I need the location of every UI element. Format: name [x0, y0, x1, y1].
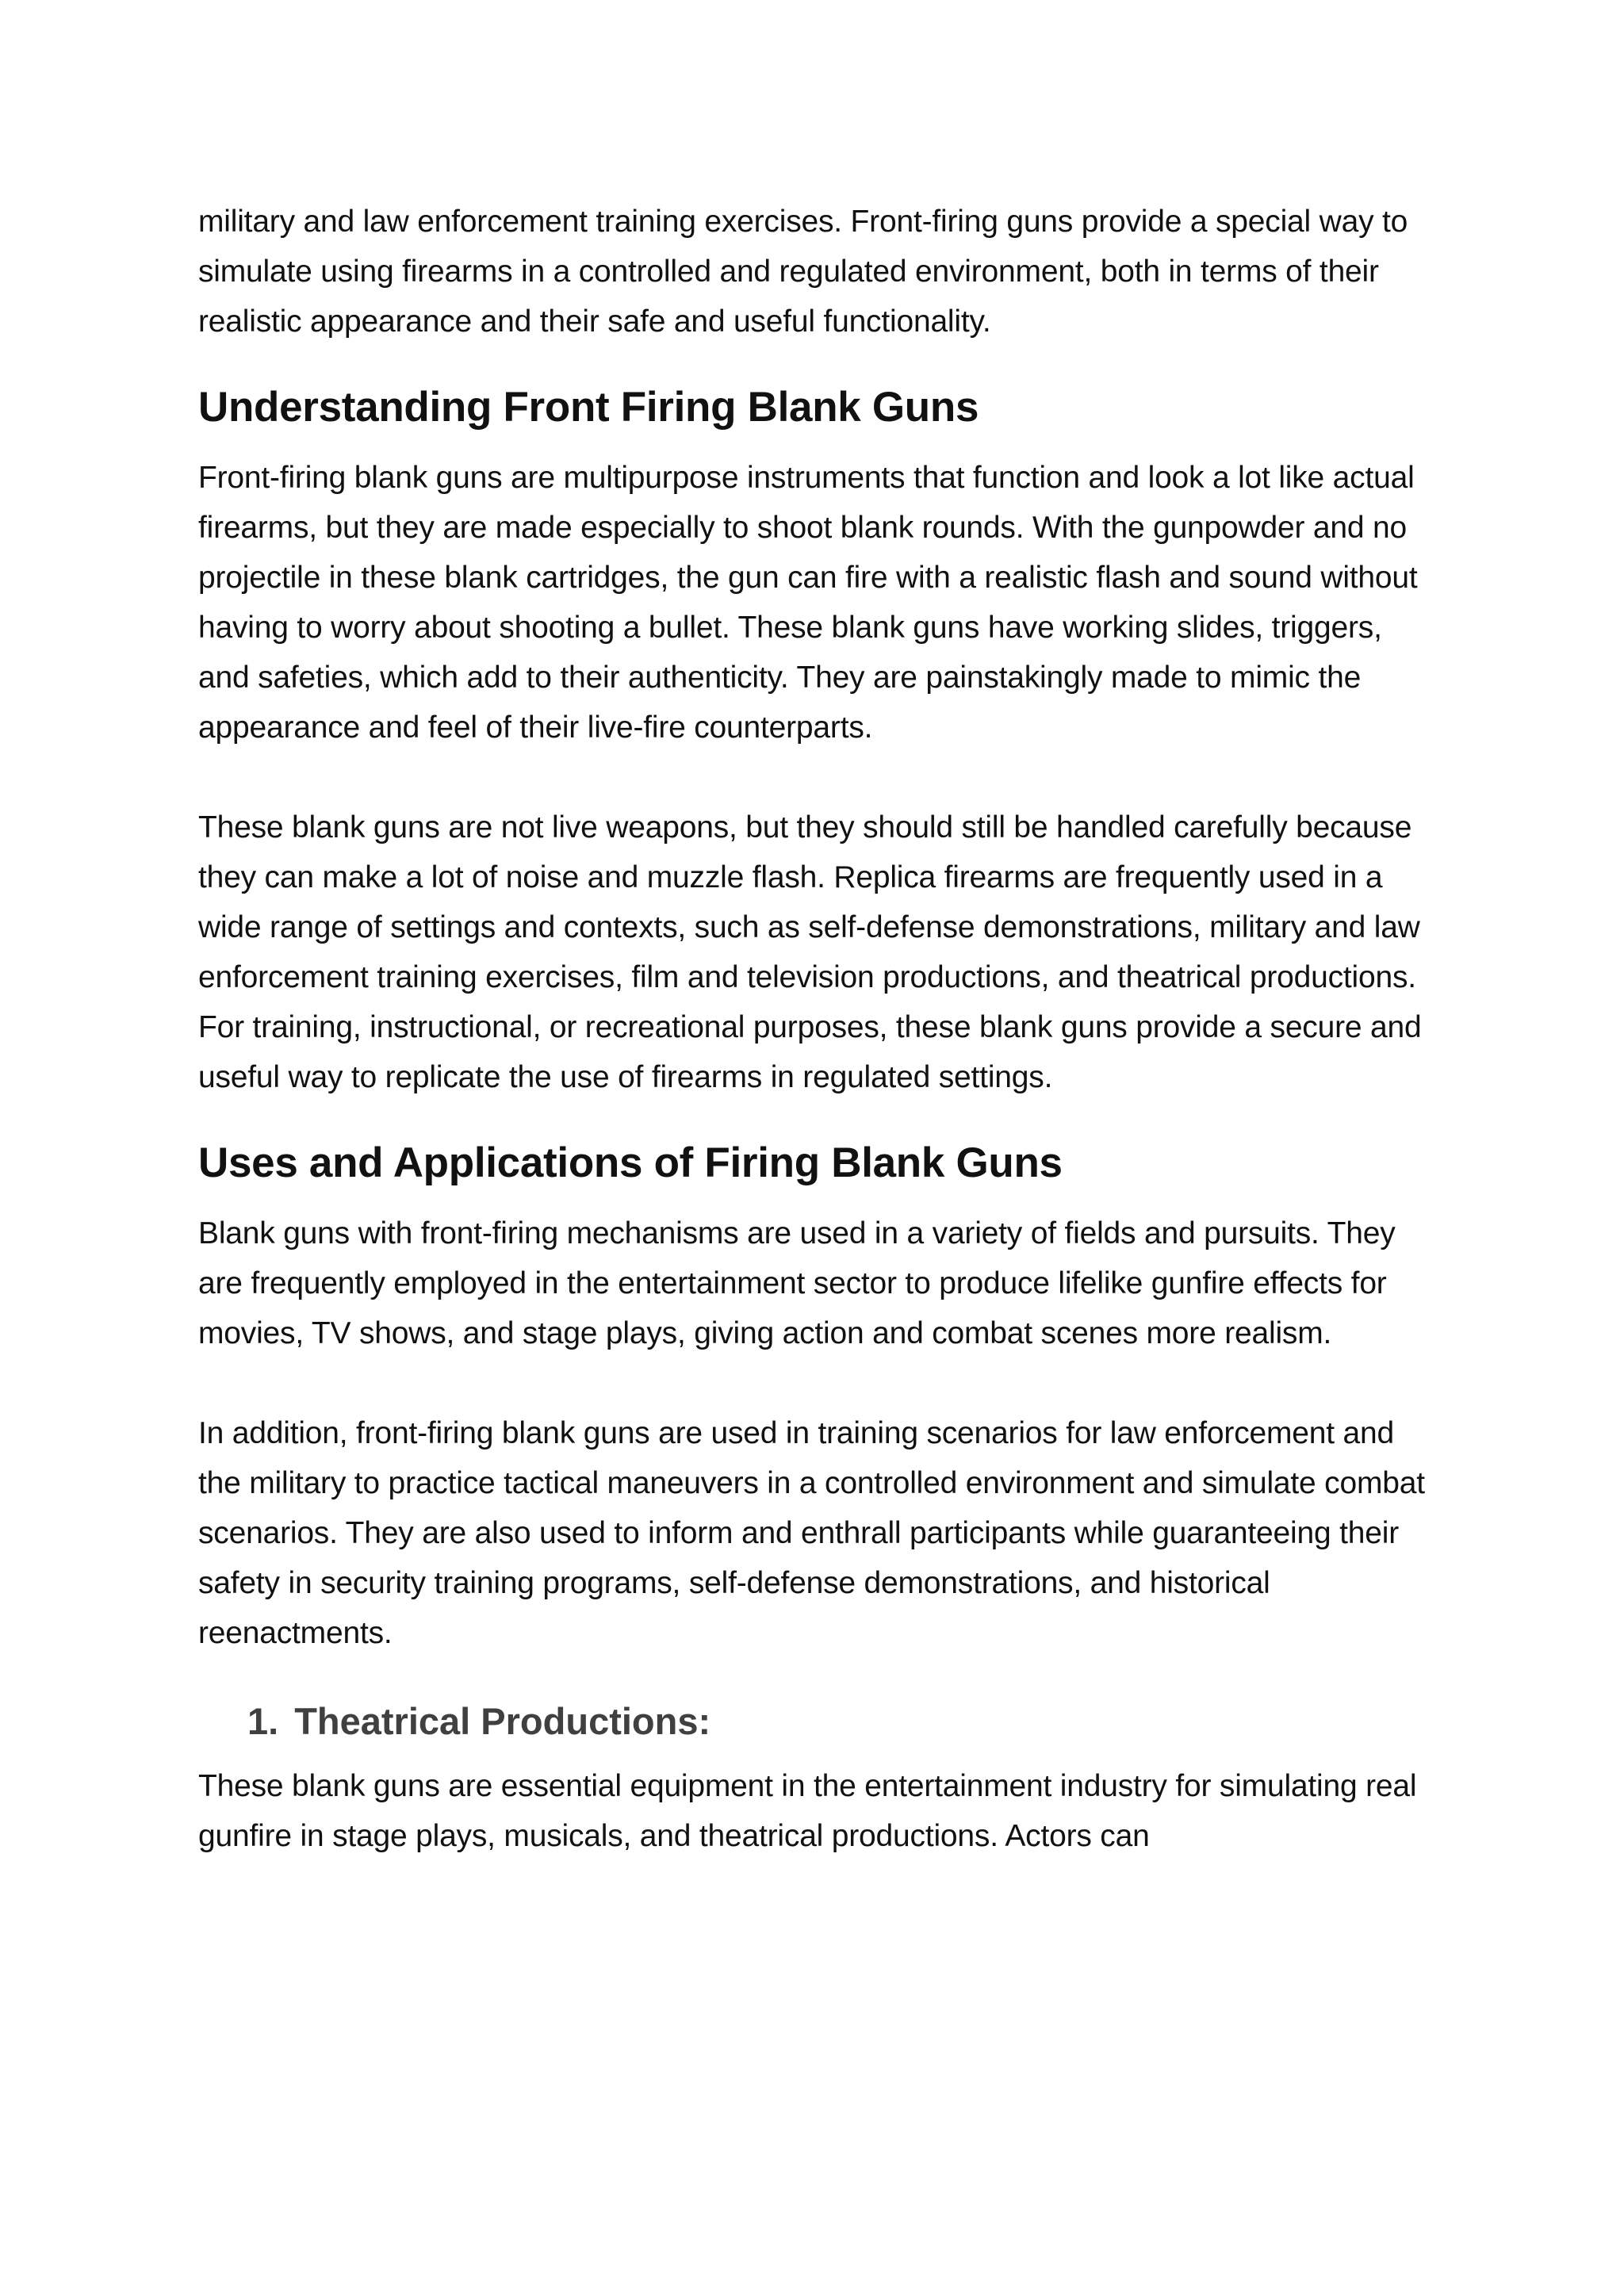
list-item-heading: Theatrical Productions:: [294, 1700, 711, 1742]
list-number: 1.: [247, 1700, 279, 1742]
intro-paragraph: military and law enforcement training exercises. Front-firing guns provide a special way to simulate using firearms in a controlled and regulated environment, both in terms of their realistic appearance and their safe and useful functionality.: [198, 205, 1408, 339]
understanding-paragraph-2: These blank guns are not live weapons, but they should still be handled carefully because they can make a lot of noise and muzzle flash. Replica firearms are frequently used in a wide range of settings and contexts, such as self-defense demonstrations, military and law enforcement training exercises, film and television productions, and theatrical productions. For training, instructional, or recreational purposes, these blank guns provide a secure and useful way to replicate the use of firearms in regulated settings.: [198, 810, 1422, 1094]
theatrical-paragraph: These blank guns are essential equipment in the entertainment industry for simulating real gunfire in stage plays, musicals, and theatrical productions. Actors can: [198, 1769, 1417, 1853]
section-body-understanding: [198, 453, 1435, 1102]
section-heading-uses: Uses and Applications of Firing Blank Guns: [198, 1139, 1063, 1186]
list-item-theatrical: [198, 1698, 1435, 1745]
uses-paragraph-1: Blank guns with front-firing mechanisms are used in a variety of fields and pursuits. They are frequently employed in the entertainment sector to produce lifelike gunfire effects for movies, TV shows, and stage plays, giving action and combat scenes more realism.: [198, 1216, 1396, 1350]
section-heading-understanding: Understanding Front Firing Blank Guns: [198, 384, 979, 431]
document-page: [198, 197, 1435, 1861]
understanding-paragraph-1: Front-firing blank guns are multipurpose instruments that function and look a lot like actual firearms, but they are made especially to shoot blank rounds. With the gunpowder and no projectile in these blank cartridges, the gun can fire with a realistic flash and sound without having to worry about shooting a bullet. These blank guns have working slides, triggers, and safeties, which add to their authenticity. They are painstakingly made to mimic the appearance and feel of their live-fire counterparts.: [198, 461, 1418, 745]
section-body-uses: [198, 1208, 1435, 1658]
uses-paragraph-2: In addition, front-firing blank guns are used in training scenarios for law enforcement and the military to practice tactical maneuvers in a controlled environment and simulate combat scenarios. They are also used to inform and enthrall participants while guaranteeing their safety in security training programs, self-defense demonstrations, and historical reenactments.: [198, 1416, 1425, 1650]
